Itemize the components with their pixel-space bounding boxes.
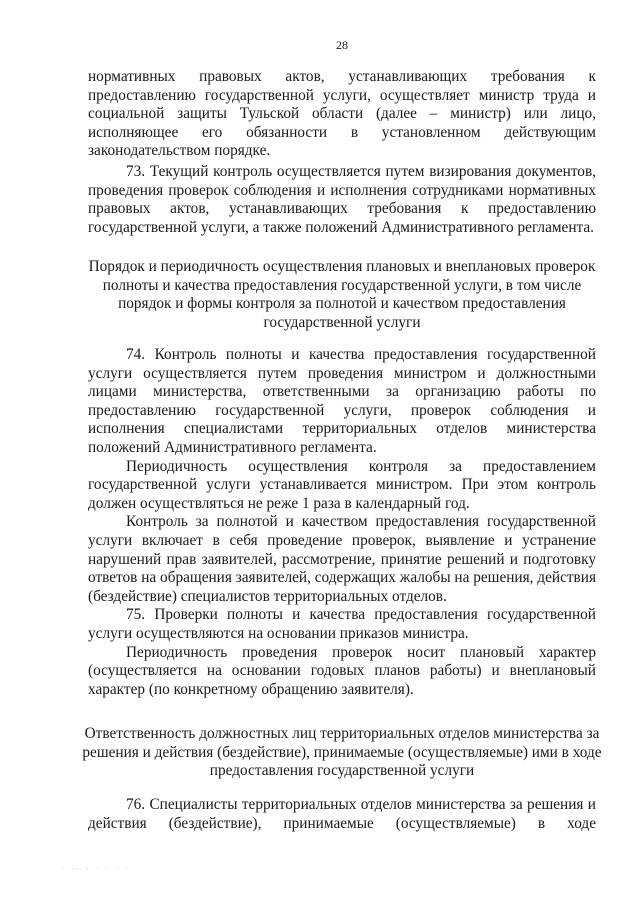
section-body-checks bbox=[88, 346, 596, 699]
paragraph-continued bbox=[88, 68, 596, 161]
paragraph-73 bbox=[88, 163, 596, 237]
section-heading-checks bbox=[82, 258, 602, 332]
heading-text: Порядок и периодичность осуществления плановых и внеплановых проверок полноты и качества предоставления государственной услуги, в том числе порядок и формы контроля за полнотой и качеством предоставления государственной услуги bbox=[88, 258, 596, 331]
document-page bbox=[82, 0, 602, 905]
paragraph-76 bbox=[88, 796, 596, 833]
section-heading-responsibility bbox=[82, 725, 602, 781]
paragraph-text: 73. Текущий контроль осуществляется путем визирования документов, проведения проверок соблюдения и исполнения сотрудниками нормативных правовых актов, устанавливающих требования к предоставлению государственной услуги, а также положений Административного регламента. bbox=[88, 163, 596, 236]
paragraph-74: 74. Контроль полноты и качества предоставления государственной услуги осуществляется путем проведения министром и должностными лицами министерства, ответственными за организацию работы по предоставлению государственной услуги, проверок соблюдения и исполнения специалистами территориальных отделов министерства положений Административного регламента. bbox=[88, 346, 596, 456]
scan-artifact: · ·· · · · · · bbox=[62, 866, 131, 873]
paragraph-control-scope: Контроль за полнотой и качеством предоставления государственной услуги включает в себя проведение проверок, выявление и устранение нарушений прав заявителей, рассмотрение, принятие решений и подготовку ответов на обращения заявителей, содержащих жалобы на решения, действия (бездействие) специалистов территориальных отделов. bbox=[88, 513, 596, 605]
paragraph-text: 76. Специалисты территориальных отделов министерства за решения и действия (бездействие), принимаемые (осуществляемые) в ходе bbox=[88, 796, 596, 832]
paragraph-text: нормативных правовых актов, устанавливающих требования к предоставлению государственной услуги, осуществляет министр труда и социальной защиты Тульской области (далее – министр) или лицо, исполняющее его обязанности в установленном действующим законодательством порядке. bbox=[88, 68, 596, 160]
paragraph-periodicity-control: Периодичность осуществления контроля за предоставлением государственной услуги устанавливается министром. При этом контроль должен осуществляться не реже 1 раза в календарный год. bbox=[88, 457, 596, 512]
page-number: 28 bbox=[336, 38, 348, 52]
paragraph-75: 75. Проверки полноты и качества предоставления государственной услуги осуществляются на основании приказов министра. bbox=[88, 606, 596, 642]
paragraph-periodicity-checks: Периодичность проведения проверок носит плановый характер (осуществляется на основании годовых планов работы) и внеплановый характер (по конкретному обращению заявителя). bbox=[88, 643, 596, 698]
heading-text: Ответственность должностных лиц территориальных отделов министерства за решения и действия (бездействие), принимаемые (осуществляемые) ими в ходе предоставления государственной услуги bbox=[82, 725, 602, 780]
